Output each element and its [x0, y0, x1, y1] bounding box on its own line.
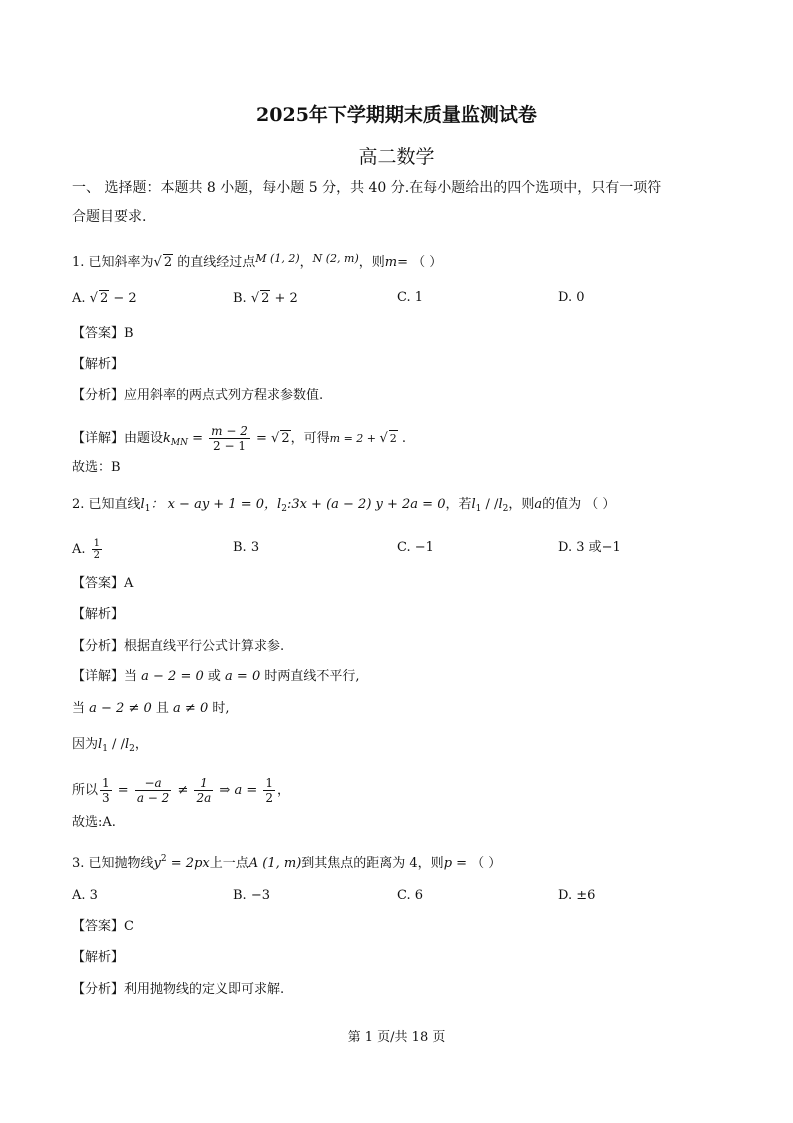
- q2-opt-a-label: A.: [72, 542, 86, 557]
- q2-l2: l: [277, 497, 282, 512]
- q1-choice: 故选：B: [72, 460, 121, 475]
- q1-frac-den: 2 − 1: [213, 439, 246, 453]
- q3-option-c: C. 6: [397, 888, 424, 903]
- q2-f2-num: −a: [135, 776, 171, 791]
- q2-x3-l1: l: [98, 737, 103, 752]
- q2-x1-b: 或: [207, 669, 221, 684]
- q2-frac-2: [135, 776, 171, 805]
- q2-x1-a: 【详解】当: [72, 669, 138, 684]
- q1-result-end: .: [397, 431, 407, 446]
- q3-option-b: B. −3: [233, 888, 270, 903]
- q2-par-a-sub: 1: [475, 504, 482, 514]
- q3-text-a: 3. 已知抛物线: [72, 856, 154, 871]
- q2-x3-l2: l: [124, 737, 130, 752]
- q3-eq-rest: = 2px: [166, 856, 210, 871]
- q2-x2-m2: a ≠ 0: [168, 701, 213, 716]
- q1-opt-a-label: A.: [72, 291, 86, 306]
- q2-f1-num: 1: [102, 776, 110, 790]
- section-text-1: 一、 选择题：本题共 8 小题，每小题 5 分，共 40 分.在每小题给出的四个选项中，只有一项符: [72, 180, 662, 196]
- q1-eq2: =: [251, 431, 272, 446]
- page-number: 第 1 页/共 18 页: [347, 1030, 446, 1045]
- q3-option-a: A. 3: [72, 888, 98, 903]
- q1-option-a: A. √ 2 − 2: [72, 291, 137, 306]
- question-2-stem: [72, 497, 615, 517]
- q2-opt-a-den: 2: [93, 550, 101, 561]
- q2-frac-3: [194, 776, 213, 805]
- q2-x2-b: 且: [155, 701, 169, 716]
- q3-answer: 【答案】C: [72, 919, 134, 934]
- q2-text-b: ，若: [445, 497, 472, 512]
- q1-jiexi: 【解析】: [72, 357, 125, 372]
- q1-option-c: C. 1: [397, 290, 424, 305]
- q2-x1-m1: a − 2 = 0: [137, 669, 208, 684]
- q1-point-n: N (2, m): [312, 252, 359, 265]
- q1-xiangjie: 【详解】由题设$k_{MN}$ = $\frac{m - 2}{2 - 1}$ = √ 2，可得m = 2 + √ 2 .: [72, 424, 407, 453]
- q2-f4-num: 1: [265, 776, 273, 790]
- q2-xiangjie-2: [72, 701, 230, 717]
- q1-option-d: D. 0: [558, 290, 585, 305]
- q2-x4-imp: ⇒ a =: [215, 783, 262, 798]
- q2-l2-sub: 2: [281, 504, 287, 514]
- section-heading-line-2: [72, 209, 146, 225]
- q1-eq1: =: [188, 431, 208, 446]
- q2-fenxi: 【分析】根据直线平行公式计算求参.: [72, 639, 285, 654]
- q2-option-a: [72, 538, 104, 561]
- page-subtitle: 高二数学: [358, 146, 435, 168]
- q2-option-b: B. 3: [233, 540, 260, 555]
- q3-point: A (1, m): [248, 856, 302, 871]
- q3-eq-sup: 2: [160, 854, 167, 864]
- q3-option-d: D. ±6: [558, 888, 596, 903]
- q1-option-b: B. √ 2 + 2: [233, 291, 298, 306]
- q1-opt-b-rest: + 2: [270, 291, 298, 306]
- q2-f1-den: 3: [102, 791, 110, 805]
- q2-opt-a-num: 1: [93, 538, 101, 549]
- q1-xj-text-a: 【详解】由题设: [72, 431, 164, 446]
- q3-var: p: [443, 856, 453, 871]
- question-3-stem: [72, 851, 501, 872]
- q1-xj-text-b: ，可得: [290, 431, 330, 446]
- q2-frac-4: [263, 776, 275, 805]
- q2-x2-c: 时,: [212, 701, 230, 716]
- q2-l1: l: [140, 497, 145, 512]
- q2-x3-l1-sub: 1: [102, 744, 108, 754]
- q1-text-c: ，则: [358, 255, 385, 270]
- q1-result-sqrt: 2: [389, 432, 397, 445]
- q2-answer: 【答案】A: [72, 576, 134, 591]
- q1-k: k: [163, 431, 171, 446]
- q1-answer: 【答案】B: [72, 326, 134, 341]
- q2-option-d: D. 3 或−1: [558, 540, 621, 555]
- q2-xiangjie-3: [72, 737, 148, 757]
- section-heading-line-1: [72, 180, 661, 196]
- q3-text-d: = （ ）: [452, 856, 502, 871]
- q1-result: m = 2 +: [329, 432, 380, 445]
- q1-k-sub: MN: [170, 438, 188, 448]
- q3-text-c: 到其焦点的距离为 4，则: [301, 856, 444, 871]
- q2-x1-m2: a = 0: [220, 669, 265, 684]
- q2-frac-1: [100, 776, 112, 805]
- q1-fraction: [209, 424, 250, 453]
- q2-x4-ne: ≠: [173, 783, 193, 798]
- q2-x4-eq: =: [113, 783, 133, 798]
- q1-comma: ，: [299, 255, 313, 270]
- q2-f2-den: a − 2: [136, 791, 170, 805]
- q3-fenxi: 【分析】利用抛物线的定义即可求解.: [72, 982, 285, 997]
- q2-option-c: C. −1: [397, 540, 434, 555]
- q2-f3-den: 2a: [196, 791, 212, 805]
- q1-text-b: 的直线经过点: [177, 255, 256, 270]
- q2-text-a: 2. 已知直线: [72, 497, 141, 512]
- q2-xiangjie-1: [72, 669, 360, 685]
- q2-par-b-sub: 2: [502, 504, 509, 514]
- q2-par-mid: / /: [481, 497, 499, 512]
- q2-par-b: l: [498, 497, 503, 512]
- q1-opt-a-sqrt: 2: [99, 291, 109, 306]
- q2-x2-m1: a − 2 ≠ 0: [85, 701, 156, 716]
- q1-text-d: = （ ）: [397, 255, 443, 270]
- q1-text-a: 1. 已知斜率为: [72, 255, 154, 270]
- q1-sqrt: 2: [163, 255, 173, 270]
- q1-frac-num: m − 2: [211, 424, 248, 438]
- q2-x3-a: 因为: [72, 737, 99, 752]
- q2-f4-den: 2: [265, 791, 273, 805]
- q3-eq-y: y: [153, 856, 161, 871]
- q1-fenxi: 【分析】应用斜率的两点式列方程求参数值.: [72, 388, 324, 403]
- q2-eq-l2: :3x + (a − 2) y + 2a = 0: [286, 497, 446, 512]
- q1-opt-b-sqrt: 2: [261, 291, 270, 306]
- q3-jiexi: 【解析】: [72, 950, 125, 965]
- page-title: 2025年下学期期末质量监测试卷: [256, 104, 537, 126]
- q2-x1-c: 时两直线不平行,: [264, 669, 360, 684]
- q2-f3-num: 1: [194, 776, 213, 791]
- q1-point-m: M (1, 2): [255, 252, 300, 265]
- q2-xiangjie-4: [72, 776, 290, 805]
- q2-x3-mid: / /: [107, 737, 125, 752]
- q2-opt-a-frac: [92, 538, 102, 561]
- q1-opt-b-label: B.: [233, 291, 247, 306]
- q2-x3-end: ，: [134, 737, 148, 752]
- q2-choice: 故选:A.: [72, 815, 116, 830]
- section-text-2: 合题目要求.: [72, 209, 147, 225]
- q2-jiexi: 【解析】: [72, 607, 125, 622]
- q2-text-c: ，则: [508, 497, 535, 512]
- q2-par-a: l: [471, 497, 476, 512]
- q2-x4-a: 所以: [72, 783, 99, 798]
- q2-x3-l2-sub: 2: [129, 744, 135, 754]
- q1-opt-a-rest: − 2: [109, 291, 137, 306]
- q2-x2-a: 当: [72, 701, 86, 716]
- q1-var: m: [384, 255, 398, 270]
- q2-x4-end: ，: [277, 783, 291, 798]
- q1-sqrt2: 2: [281, 431, 290, 446]
- q3-text-b: 上一点: [209, 856, 249, 871]
- q2-text-d: 的值为 （ ）: [542, 497, 616, 512]
- question-1-stem: 1. 已知斜率为√ 2 的直线经过点$^{M (1, 2)}$，$^{N (2, m)}$，则m= （ ）: [72, 252, 443, 270]
- q2-var: a: [534, 497, 543, 512]
- q2-l1-sub: 1: [144, 504, 151, 514]
- q2-eq-l1: ： x − ay + 1 = 0，: [150, 497, 278, 512]
